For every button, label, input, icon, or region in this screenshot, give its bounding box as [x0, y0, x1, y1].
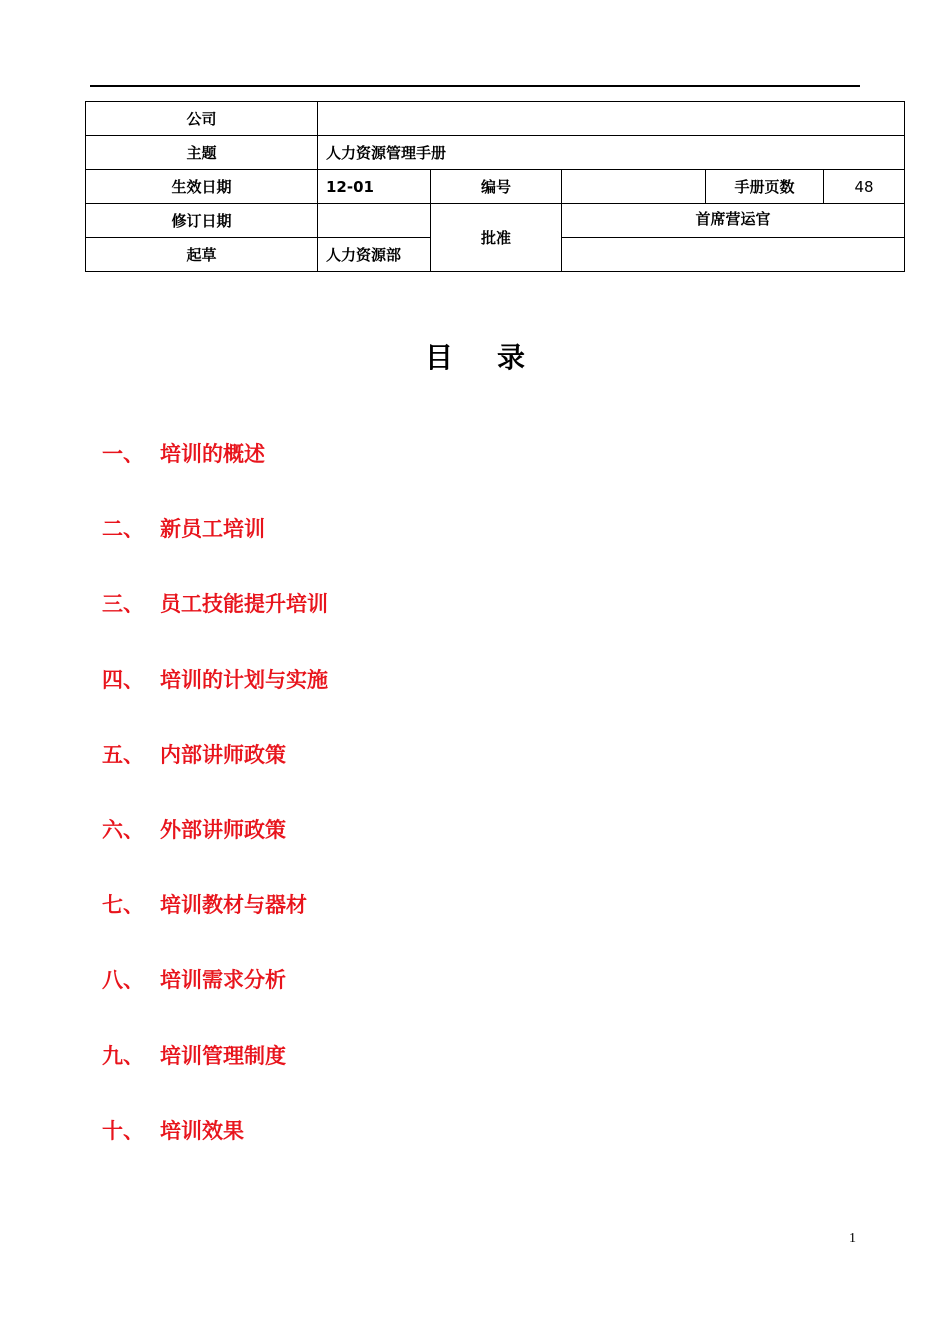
toc-title-right: 录: [497, 341, 526, 374]
toc-item-text: 培训的概述: [160, 442, 265, 466]
toc-item-number: 六、: [102, 817, 144, 842]
toc-item-8[interactable]: [102, 962, 328, 1037]
table-row-effective-date: [86, 170, 905, 204]
toc-item-6[interactable]: [102, 812, 328, 887]
toc-item-1[interactable]: [102, 436, 328, 511]
toc-item-number: 三、: [102, 592, 144, 617]
toc-item-9[interactable]: [102, 1038, 328, 1113]
company-label: 公司: [86, 102, 318, 136]
number-value: [562, 170, 706, 204]
toc-item-text: 新员工培训: [160, 517, 265, 542]
toc-item-text: 内部讲师政策: [160, 742, 286, 767]
page-count-label: 手册页数: [706, 170, 824, 204]
toc-item-4[interactable]: [102, 662, 328, 737]
toc-item-number: 四、: [102, 667, 144, 692]
table-row-subject: [86, 136, 905, 170]
toc-title: [0, 336, 950, 376]
toc-item-2[interactable]: [102, 511, 328, 586]
toc-item-5[interactable]: [102, 737, 328, 812]
toc-item-number: 八、: [102, 968, 144, 993]
subject-label: 主题: [86, 136, 318, 170]
revision-date-value: [318, 204, 431, 238]
approver-value: 首席营运官: [562, 204, 905, 238]
company-value: [318, 102, 905, 136]
toc-item-text: 员工技能提升培训: [160, 592, 328, 617]
toc-item-text: 培训管理制度: [160, 1043, 286, 1068]
revision-date-label: 修订日期: [86, 204, 318, 238]
draft-value: 人力资源部: [318, 238, 431, 272]
toc-item-text: 外部讲师政策: [160, 817, 286, 842]
page-count-value: 48: [824, 170, 905, 204]
approval-label: 批准: [431, 204, 562, 272]
toc-item-3[interactable]: [102, 586, 328, 661]
toc-item-text: 培训的计划与实施: [160, 667, 328, 692]
toc-title-left: 目: [424, 341, 453, 374]
toc-item-number: 一、: [102, 442, 144, 466]
approver-signature: [562, 238, 905, 272]
toc-item-number: 五、: [102, 742, 144, 767]
toc-item-number: 二、: [102, 517, 144, 542]
draft-label: 起草: [86, 238, 318, 272]
toc-item-7[interactable]: [102, 887, 328, 962]
table-of-contents: [102, 436, 328, 1188]
subject-value: 人力资源管理手册: [318, 136, 905, 170]
effective-date-label: 生效日期: [86, 170, 318, 204]
toc-item-number: 十、: [102, 1118, 144, 1143]
toc-item-text: 培训效果: [160, 1118, 244, 1143]
effective-date-value: 12-01: [318, 170, 431, 204]
toc-item-10[interactable]: [102, 1113, 328, 1188]
number-label: 编号: [431, 170, 562, 204]
toc-item-number: 九、: [102, 1043, 144, 1068]
toc-item-text: 培训教材与器材: [160, 893, 307, 918]
table-row-revision-date: [86, 204, 905, 238]
document-info-table: [85, 101, 905, 272]
page-number: 1: [849, 1231, 856, 1246]
header-rule: [90, 85, 860, 87]
table-row-company: [86, 102, 905, 136]
toc-item-text: 培训需求分析: [160, 968, 286, 993]
toc-item-number: 七、: [102, 893, 144, 918]
